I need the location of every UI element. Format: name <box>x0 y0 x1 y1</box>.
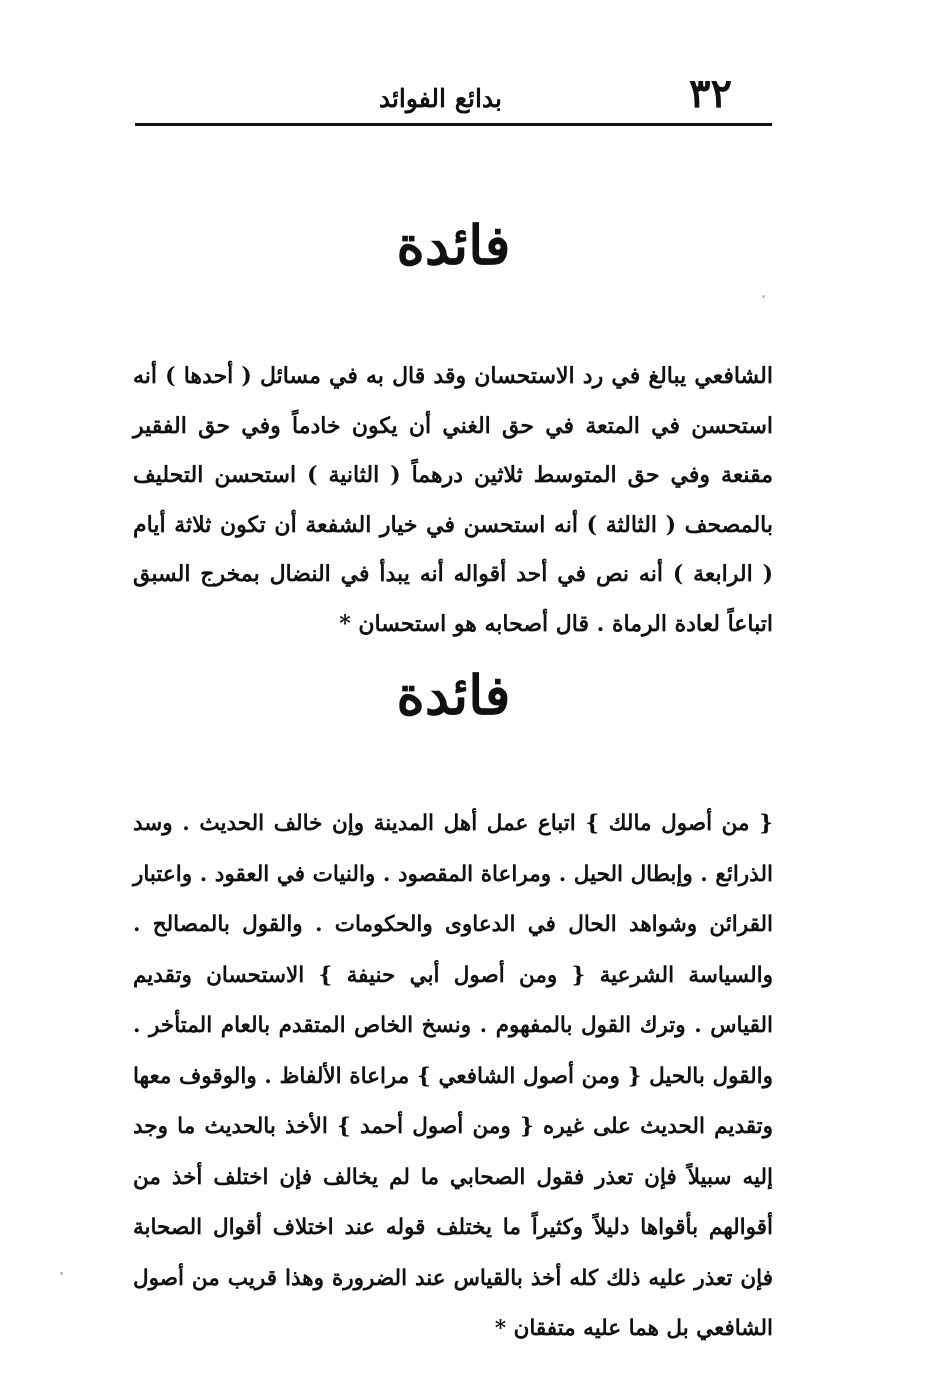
scan-speck <box>60 1272 63 1275</box>
scan-speck <box>762 295 765 298</box>
section-body: الشافعي يبالغ في رد الاستحسان وقد قال به في مسائل ( أحدها ) أنه استحسن في المتعة في حق الغني أن يكون خادماً وفي حق الفقير مقنعة وفي حق المتوسط ثلاثين درهماً ( الثانية ) استحسن التحليف بالمصحف ( الثالثة ) أنه استحسن في خيار الشفعة أن تكون ثلاثة أيام ( الرابعة ) أنه نص في أحد أقواله أنه يبدأ في النضال بمخرج السبق اتباعاً لعادة الرماة . قال أصحابه هو استحسان * <box>133 363 773 637</box>
page-header <box>135 72 772 122</box>
running-title: بدائع الفوائد <box>378 84 502 113</box>
page-number: ٣٢ <box>689 70 732 117</box>
section-title: فائدة <box>396 213 511 277</box>
section-body: { من أصول مالك } اتباع عمل أهل المدينة وإن خالف الحديث . وسد الذرائع . وإبطال الحيل . ومراعاة المقصود . والنيات في العقود . واعتبار القرائن وشواهد الحال في الدعاوى والحكومات . والقول بالمصالح . والسياسة الشرعية { ومن أصول أبي حنيفة } الاستحسان وتقديم القياس . وترك القول بالمفهوم . ونسخ الخاص المتقدم بالعام المتأخر . والقول بالحيل { ومن أصول الشافعي } مراعاة الألفاظ . والوقوف معها وتقديم الحديث على غيره { ومن أصول أحمد } الأخذ بالحديث ما وجد إليه سبيلاً فإن تعذر فقول الصحابي ما لم يخالف فإن اختلف أخذ من أقوالهم بأقواها دليلاً وكثيراً ما يختلف قوله عند اختلاف أقوال الصحابة فإن تعذر عليه ذلك كله أخذ بالقياس عند الضرورة وهذا قريب من أصول الشافعي بل هما عليه متفقان * <box>133 811 773 1341</box>
header-rule <box>135 123 772 126</box>
section-title: فائدة <box>396 663 511 727</box>
